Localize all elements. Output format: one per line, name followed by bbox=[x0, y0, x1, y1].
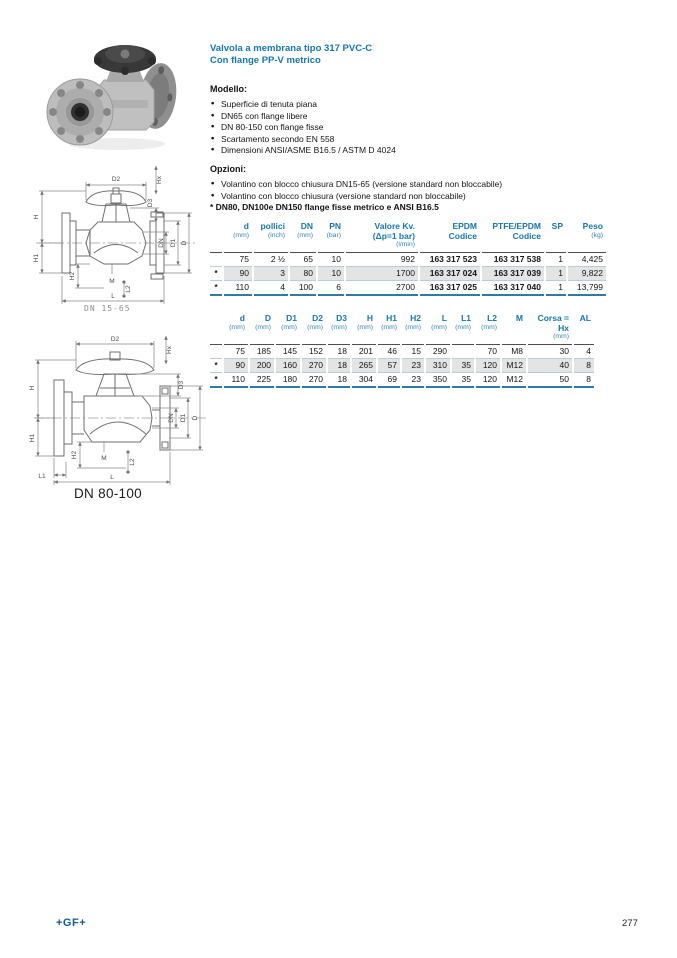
table-cell: 75 bbox=[224, 345, 248, 359]
table-cell: 110 bbox=[224, 373, 248, 388]
table-cell: 270 bbox=[302, 373, 326, 388]
page-number: 277 bbox=[622, 918, 638, 929]
table-cell: 160 bbox=[276, 359, 300, 373]
table-cell: 152 bbox=[302, 345, 326, 359]
table-header-cell: d (mm) bbox=[224, 314, 248, 345]
table-cell: 1700 bbox=[346, 267, 418, 281]
table-header-cell: Peso (kg) bbox=[568, 222, 606, 253]
table-cell: 265 bbox=[352, 359, 376, 373]
table-header-cell: PTFE/EPDM Codice bbox=[482, 222, 544, 253]
table-header-cell: DN (mm) bbox=[290, 222, 316, 253]
table-cell: 290 bbox=[426, 345, 450, 359]
table-header-cell: H (mm) bbox=[352, 314, 376, 345]
table-header-cell: L (mm) bbox=[426, 314, 450, 345]
dim-label-l2: L2 bbox=[125, 285, 132, 293]
table-header-cell: pollici (inch) bbox=[254, 222, 288, 253]
table-cell: 15 bbox=[402, 345, 424, 359]
table-header-cell: Corsa = Hx (mm) bbox=[528, 314, 572, 345]
table-cell: 304 bbox=[352, 373, 376, 388]
table-cell: 201 bbox=[352, 345, 376, 359]
page-title-line1: Valvola a membrana tipo 317 PVC-C bbox=[210, 43, 373, 54]
table-header-cell: D2 (mm) bbox=[302, 314, 326, 345]
dim-label-d1: D1 bbox=[180, 413, 187, 423]
table-cell: 1 bbox=[546, 281, 566, 296]
table-cell bbox=[210, 253, 222, 267]
table-row bbox=[210, 281, 606, 296]
table-cell: * bbox=[210, 281, 222, 296]
table-cell bbox=[452, 345, 474, 359]
table-header-cell: M bbox=[502, 314, 526, 345]
table-cell: 163 317 039 bbox=[482, 267, 544, 281]
table-header-cell: H1 (mm) bbox=[378, 314, 400, 345]
list-item: • DN65 con flange libere bbox=[210, 111, 670, 123]
table-cell: 1 bbox=[546, 267, 566, 281]
flange-note: * DN80, DN100e DN150 flange fisse metrico e ANSI B16.5 bbox=[210, 202, 439, 212]
table-header-cell: AL bbox=[574, 314, 594, 345]
technical-drawing-dn80-100 bbox=[26, 330, 216, 488]
dimensions-table bbox=[208, 314, 596, 388]
dim-label-l: L bbox=[110, 474, 114, 481]
table-cell: 23 bbox=[402, 359, 424, 373]
dim-label-h: H bbox=[29, 385, 36, 391]
table-cell: 69 bbox=[378, 373, 400, 388]
table-cell: 992 bbox=[346, 253, 418, 267]
dim-label-m: M bbox=[109, 278, 115, 285]
table-header-cell: SP bbox=[546, 222, 566, 253]
table-cell: 100 bbox=[290, 281, 316, 296]
table-header-cell: PN (bar) bbox=[318, 222, 344, 253]
dim-label-l: L bbox=[111, 293, 115, 300]
handwheel bbox=[94, 45, 156, 75]
table-cell: M12 bbox=[502, 359, 526, 373]
table-cell: 90 bbox=[224, 359, 248, 373]
table-row bbox=[210, 253, 606, 267]
table-cell: 46 bbox=[378, 345, 400, 359]
table-cell: 225 bbox=[250, 373, 274, 388]
table-header-cell: D1 (mm) bbox=[276, 314, 300, 345]
table-cell: 8 bbox=[574, 359, 594, 373]
table-cell: 35 bbox=[452, 359, 474, 373]
dim-label-d3: D3 bbox=[178, 380, 185, 390]
table-header-cell: L2 (mm) bbox=[476, 314, 500, 345]
table-cell: 350 bbox=[426, 373, 450, 388]
opzioni-heading: Opzioni: bbox=[210, 164, 246, 174]
dim-label-l1: L1 bbox=[38, 473, 46, 480]
dim-label-hx: Hx bbox=[166, 346, 173, 354]
drawing-caption-dn80-100: DN 80-100 bbox=[74, 486, 142, 501]
table-row bbox=[210, 359, 594, 373]
dim-label-dn: DN bbox=[158, 238, 165, 248]
table-cell: 23 bbox=[402, 373, 424, 388]
list-item: • Volantino con blocco chiusura (versione standard non bloccabile) bbox=[210, 191, 670, 203]
dim-label-h2: H2 bbox=[69, 271, 76, 281]
page-title bbox=[210, 43, 372, 67]
list-item: • DN 80-150 con flange fisse bbox=[210, 122, 670, 134]
dim-label-l2: L2 bbox=[129, 458, 136, 466]
page-title-line2: Con flange PP-V metrico bbox=[210, 55, 321, 66]
table-cell: 57 bbox=[378, 359, 400, 373]
list-item: • Scartamento secondo EN 558 bbox=[210, 134, 670, 146]
table-header-cell: EPDM Codice bbox=[420, 222, 480, 253]
table-cell: 4,425 bbox=[568, 253, 606, 267]
table-cell: 75 bbox=[224, 253, 252, 267]
table-cell: 8 bbox=[574, 373, 594, 388]
table-cell: 270 bbox=[302, 359, 326, 373]
list-item: • Dimensioni ANSI/ASME B16.5 / ASTM D 4024 bbox=[210, 145, 670, 157]
table-cell bbox=[210, 345, 222, 359]
table-cell: 13,799 bbox=[568, 281, 606, 296]
table-cell: 185 bbox=[250, 345, 274, 359]
dim-label-h2: H2 bbox=[71, 450, 78, 460]
dim-label-d2: D2 bbox=[111, 176, 121, 183]
table-cell: 65 bbox=[290, 253, 316, 267]
list-item: • Superficie di tenuta piana bbox=[210, 99, 670, 111]
table-cell: 6 bbox=[318, 281, 344, 296]
table-cell: 35 bbox=[452, 373, 474, 388]
table-row bbox=[210, 345, 594, 359]
table-cell: 310 bbox=[426, 359, 450, 373]
table-cell: 163 317 025 bbox=[420, 281, 480, 296]
table-cell: 18 bbox=[328, 373, 350, 388]
dim-label-d1: D1 bbox=[170, 238, 177, 248]
table-cell: 163 317 538 bbox=[482, 253, 544, 267]
table-cell: * bbox=[210, 359, 222, 373]
table-cell: 30 bbox=[528, 345, 572, 359]
modello-heading: Modello: bbox=[210, 84, 247, 94]
kv-codes-table bbox=[208, 222, 608, 296]
valve-outline bbox=[54, 352, 170, 456]
dim-label-hx: Hx bbox=[156, 176, 163, 184]
table-cell: M12 bbox=[502, 373, 526, 388]
table-cell: 10 bbox=[318, 267, 344, 281]
table-cell: 4 bbox=[574, 345, 594, 359]
dim-label-dn: DN bbox=[168, 413, 175, 423]
table-cell: 200 bbox=[250, 359, 274, 373]
table-header-cell: L1 (mm) bbox=[452, 314, 474, 345]
table-header-cell bbox=[210, 314, 222, 345]
table-row bbox=[210, 267, 606, 281]
dimension-lines bbox=[35, 336, 203, 485]
table-cell: 3 bbox=[254, 267, 288, 281]
table-header-cell: D (mm) bbox=[250, 314, 274, 345]
table-row bbox=[210, 373, 594, 388]
table-header-cell: Valore Kv. (Δp=1 bar) (l/min) bbox=[346, 222, 418, 253]
table-cell: * bbox=[210, 373, 222, 388]
dim-label-h1: H1 bbox=[33, 253, 40, 263]
left-flange bbox=[47, 79, 113, 145]
drawing-caption-dn15-65: DN 15-65 bbox=[84, 304, 131, 313]
table-header-cell bbox=[210, 222, 222, 253]
table-cell: 180 bbox=[276, 373, 300, 388]
table-cell: 9,822 bbox=[568, 267, 606, 281]
dim-label-d: D bbox=[192, 415, 199, 421]
table-cell: 90 bbox=[224, 267, 252, 281]
dim-label-d2: D2 bbox=[110, 336, 120, 343]
product-photo bbox=[42, 30, 192, 158]
table-cell: 1 bbox=[546, 253, 566, 267]
gf-logo: +GF+ bbox=[56, 917, 87, 929]
table-cell: 18 bbox=[328, 359, 350, 373]
table-cell: 2700 bbox=[346, 281, 418, 296]
table-header-row bbox=[210, 314, 594, 345]
table-header-cell: H2 (mm) bbox=[402, 314, 424, 345]
dim-label-h: H bbox=[33, 214, 40, 220]
table-cell: 145 bbox=[276, 345, 300, 359]
table-header-cell: D3 (mm) bbox=[328, 314, 350, 345]
dim-label-d3: D3 bbox=[147, 198, 154, 208]
table-cell: 120 bbox=[476, 373, 500, 388]
table-cell: 18 bbox=[328, 345, 350, 359]
dim-label-d: D bbox=[181, 240, 188, 246]
table-cell: 10 bbox=[318, 253, 344, 267]
technical-drawing-dn15-65 bbox=[28, 158, 203, 308]
list-item: • Volantino con blocco chiusura DN15-65 (versione standard non bloccabile) bbox=[210, 179, 670, 191]
table-cell: 50 bbox=[528, 373, 572, 388]
modello-list bbox=[210, 99, 670, 157]
table-cell: 163 317 024 bbox=[420, 267, 480, 281]
table-cell: M8 bbox=[502, 345, 526, 359]
table-cell: * bbox=[210, 267, 222, 281]
table-cell: 70 bbox=[476, 345, 500, 359]
table-cell: 163 317 523 bbox=[420, 253, 480, 267]
table-cell: 80 bbox=[290, 267, 316, 281]
table-cell: 40 bbox=[528, 359, 572, 373]
table-header-cell: d (mm) bbox=[224, 222, 252, 253]
table-cell: 163 317 040 bbox=[482, 281, 544, 296]
table-header-row bbox=[210, 222, 606, 253]
table-cell: 4 bbox=[254, 281, 288, 296]
table-cell: 110 bbox=[224, 281, 252, 296]
opzioni-list bbox=[210, 179, 670, 202]
table-cell: 2 ½ bbox=[254, 253, 288, 267]
table-cell: 120 bbox=[476, 359, 500, 373]
dim-label-h1: H1 bbox=[29, 433, 36, 443]
dim-label-m: M bbox=[101, 455, 107, 462]
